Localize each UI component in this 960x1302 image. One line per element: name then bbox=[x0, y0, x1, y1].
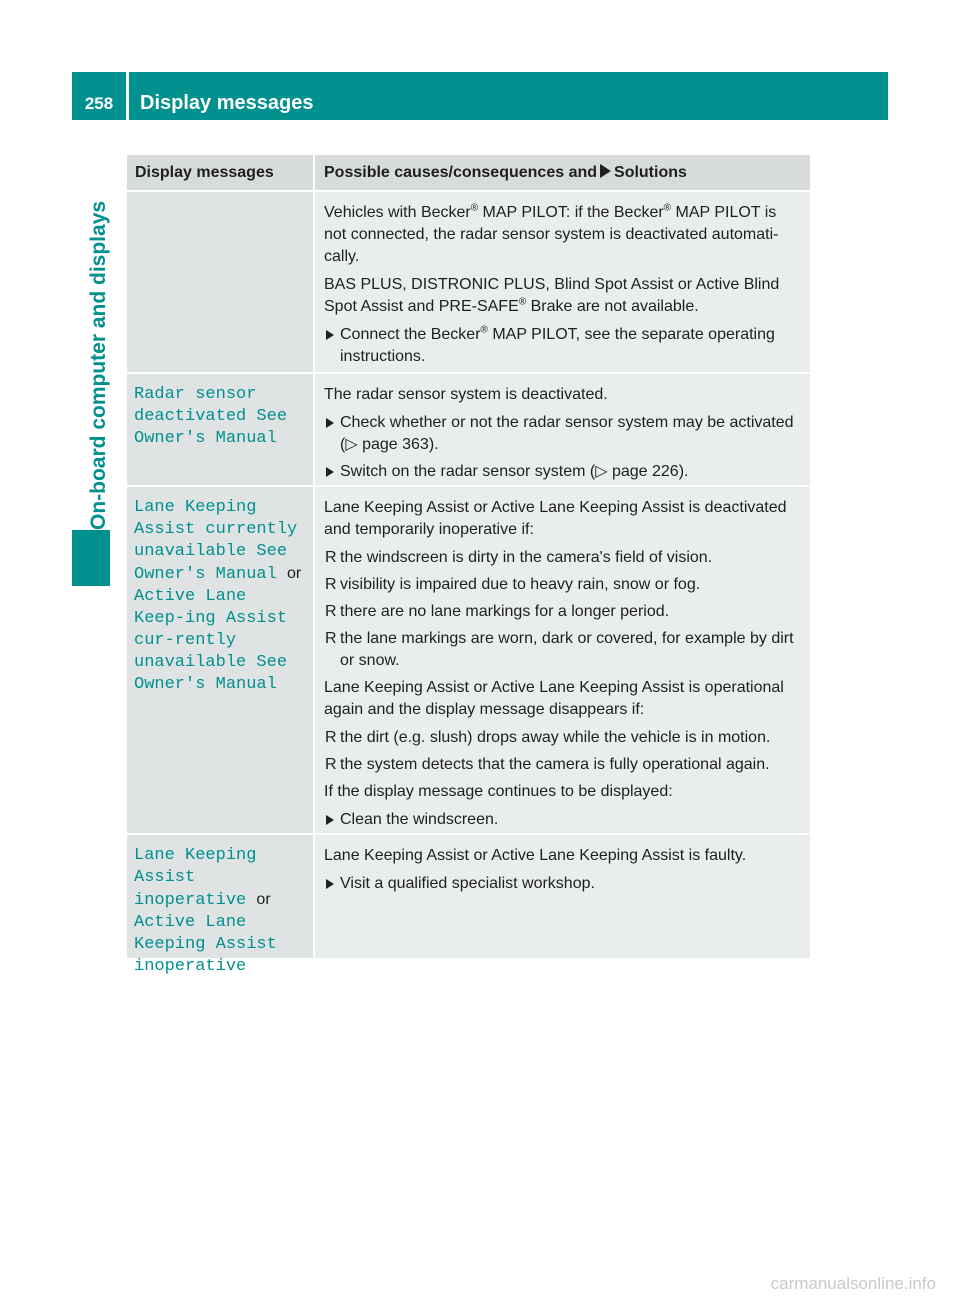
action-arrow-icon bbox=[326, 815, 334, 825]
table-header-row bbox=[127, 155, 810, 192]
text: Connect the Becker bbox=[340, 326, 481, 343]
arrow-icon bbox=[600, 164, 611, 178]
registered-mark: ® bbox=[470, 202, 479, 214]
page-title: Display messages bbox=[140, 92, 314, 114]
col-header-suffix: Solutions bbox=[614, 164, 687, 181]
text: the system detects that the camera is fully operational again. bbox=[340, 756, 770, 773]
side-marker-block bbox=[72, 530, 110, 586]
page-number: 258 bbox=[84, 94, 114, 113]
bullet-marker: R bbox=[325, 630, 337, 647]
text: Active Lane Keeping Assist inoperative bbox=[134, 913, 277, 976]
display-message-lka-unavailable bbox=[134, 497, 306, 696]
bullet-item bbox=[324, 754, 802, 776]
paragraph: Lane Keeping Assist or Active Lane Keeping Assist is faulty. bbox=[324, 847, 747, 864]
solution-cell bbox=[315, 835, 810, 958]
action-item bbox=[324, 412, 802, 456]
action-item bbox=[324, 324, 802, 368]
registered-mark: ® bbox=[518, 296, 527, 308]
text: Active Lane Keep-ing Assist cur-rently unavailable See Owner's Manual bbox=[134, 587, 288, 694]
text: visibility is impaired due to heavy rain, snow or fog. bbox=[340, 576, 701, 593]
solution-cell bbox=[315, 487, 810, 833]
col-header-solutions bbox=[315, 155, 810, 190]
message-cell bbox=[127, 835, 313, 976]
solution-cell bbox=[315, 374, 810, 485]
action-arrow-icon bbox=[326, 418, 334, 428]
bullet-item bbox=[324, 574, 802, 596]
solution-cell bbox=[315, 192, 810, 372]
bullet-item bbox=[324, 601, 802, 623]
bullet-marker: R bbox=[325, 549, 337, 566]
table-row bbox=[127, 374, 810, 487]
bullet-marker: R bbox=[325, 576, 337, 593]
table-row bbox=[127, 487, 810, 835]
registered-mark: ® bbox=[663, 202, 672, 214]
text: the lane markings are worn, dark or covered, for example by dirt or snow. bbox=[340, 630, 794, 669]
text: Lane Keeping Assist inoperative bbox=[134, 846, 257, 910]
text: MAP PILOT: if the Becker bbox=[478, 204, 664, 221]
text: Check whether or not the radar sensor system may be activated (▷ page 363). bbox=[340, 414, 794, 453]
watermark: carmanualsonline.info bbox=[770, 1274, 936, 1293]
action-item bbox=[324, 809, 802, 831]
message-cell bbox=[127, 487, 313, 833]
text: the windscreen is dirty in the camera's field of vision. bbox=[340, 549, 713, 566]
text: the dirt (e.g. slush) drops away while the vehicle is in motion. bbox=[340, 729, 771, 746]
or-text: or bbox=[256, 891, 271, 908]
action-arrow-icon bbox=[326, 879, 334, 889]
text: Switch on the radar sensor system (▷ page 226). bbox=[340, 463, 689, 480]
paragraph: If the display message continues to be displayed: bbox=[324, 783, 673, 800]
bullet-marker: R bbox=[325, 729, 337, 746]
text: Clean the windscreen. bbox=[340, 811, 499, 828]
paragraph: Lane Keeping Assist or Active Lane Keeping Assist is deactivated and temporarily inoperative if: bbox=[324, 499, 787, 538]
text: Vehicles with Becker bbox=[324, 204, 471, 221]
action-arrow-icon bbox=[326, 330, 334, 340]
bullet-marker: R bbox=[325, 756, 337, 773]
text: Brake are not available. bbox=[526, 298, 699, 315]
bullet-item bbox=[324, 727, 802, 749]
display-message-radar: Radar sensor deactivated See Owner's Manual bbox=[134, 385, 288, 448]
col-header-prefix: Possible causes/consequences and bbox=[324, 164, 598, 181]
header-divider bbox=[126, 72, 129, 120]
text: there are no lane markings for a longer period. bbox=[340, 603, 670, 620]
action-item bbox=[324, 873, 802, 895]
bullet-item bbox=[324, 547, 802, 569]
table-row bbox=[127, 192, 810, 374]
message-cell bbox=[127, 374, 313, 485]
text: MAP PILOT, see the separate operating instructions. bbox=[340, 326, 775, 365]
paragraph: The radar sensor system is deactivated. bbox=[324, 386, 608, 403]
paragraph bbox=[324, 274, 802, 318]
text: Visit a qualified specialist workshop. bbox=[340, 875, 595, 892]
paragraph bbox=[324, 202, 802, 268]
or-text: or bbox=[287, 565, 302, 582]
action-item bbox=[324, 461, 802, 483]
col-header-display-messages: Display messages bbox=[127, 155, 313, 190]
bullet-marker: R bbox=[325, 603, 337, 620]
display-message-lka-inoperative bbox=[134, 845, 306, 978]
text: BAS PLUS, DISTRONIC PLUS, Blind Spot Assist or Active Blind Spot Assist and PRE-SAFE bbox=[324, 276, 780, 315]
registered-mark: ® bbox=[480, 324, 488, 336]
bullet-item bbox=[324, 628, 802, 672]
paragraph: Lane Keeping Assist or Active Lane Keeping Assist is operational again and the display message disappears if: bbox=[324, 679, 784, 718]
side-section-title: On-board computer and displays bbox=[87, 200, 110, 530]
message-cell-empty bbox=[127, 192, 313, 372]
text: MAP PILOT is not connected, the radar sensor system is deactivated automati-cally. bbox=[324, 204, 779, 265]
table-row bbox=[127, 835, 810, 976]
action-arrow-icon bbox=[326, 467, 334, 477]
text: Lane Keeping Assist currently unavailable See Owner's Manual bbox=[134, 498, 298, 584]
display-messages-table bbox=[127, 155, 810, 976]
